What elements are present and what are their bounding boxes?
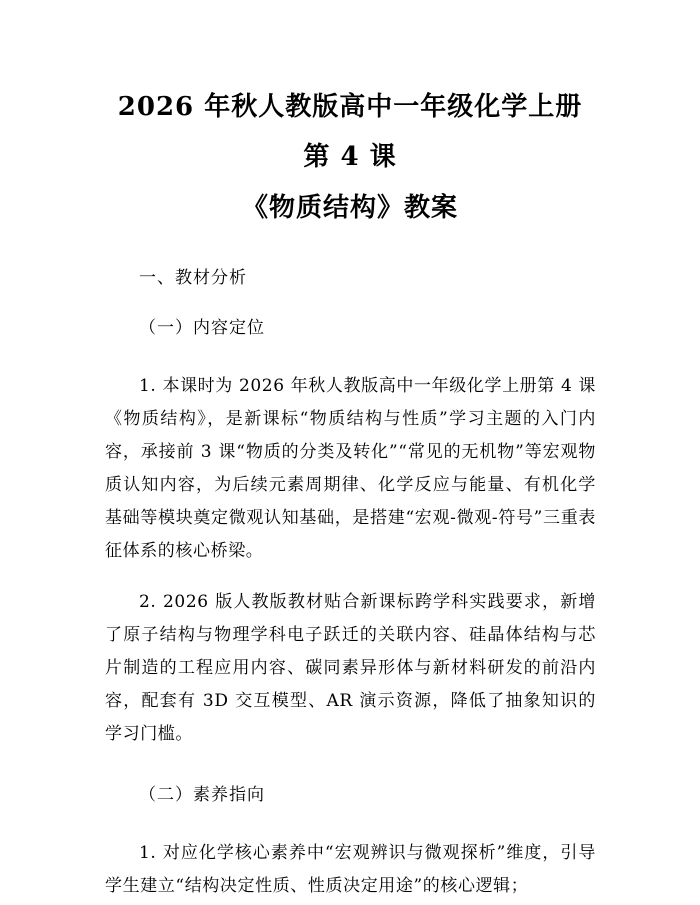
paragraph-content-positioning-1: 1. 本课时为 2026 年秋人教版高中一年级化学上册第 4 课《物质结构》，是新课标“物质结构与性质”学习主题的入门内容，承接前 3 课“物质的分类及转化”“常见的无机物”等宏观物质认知内容，为后续元素周期律、化学反应与能量、有机化学基础等模块奠定微观认知基础，是搭建“宏观-微观-符号”三重表征体系的核心桥梁。 bbox=[105, 376, 596, 561]
subsection-heading-content-positioning: （一）内容定位 bbox=[139, 318, 265, 338]
paragraph-literacy-orientation-1: 1. 对应化学核心素养中“宏观辨识与微观探析”维度，引导学生建立“结构决定性质、性质决定用途”的核心逻辑； bbox=[105, 843, 596, 896]
paragraph-content-positioning-2: 2. 2026 版人教版教材贴合新课标跨学科实践要求，新增了原子结构与物理学科电子跃迁的关联内容、硅晶体结构与芯片制造的工程应用内容、碳同素异形体与新材料研发的前沿内容，配套有 3D 交互模型、AR 演示资源，降低了抽象知识的学习门槛。 bbox=[105, 592, 596, 744]
subsection-heading-literacy-orientation: （二）素养指向 bbox=[139, 785, 265, 805]
document-title-line1: 2026 年秋人教版高中一年级化学上册第 4 课 bbox=[117, 92, 583, 172]
document-title-line2: 《物质结构》教案 bbox=[241, 193, 458, 223]
section-heading-textbook-analysis: 一、教材分析 bbox=[139, 268, 247, 288]
